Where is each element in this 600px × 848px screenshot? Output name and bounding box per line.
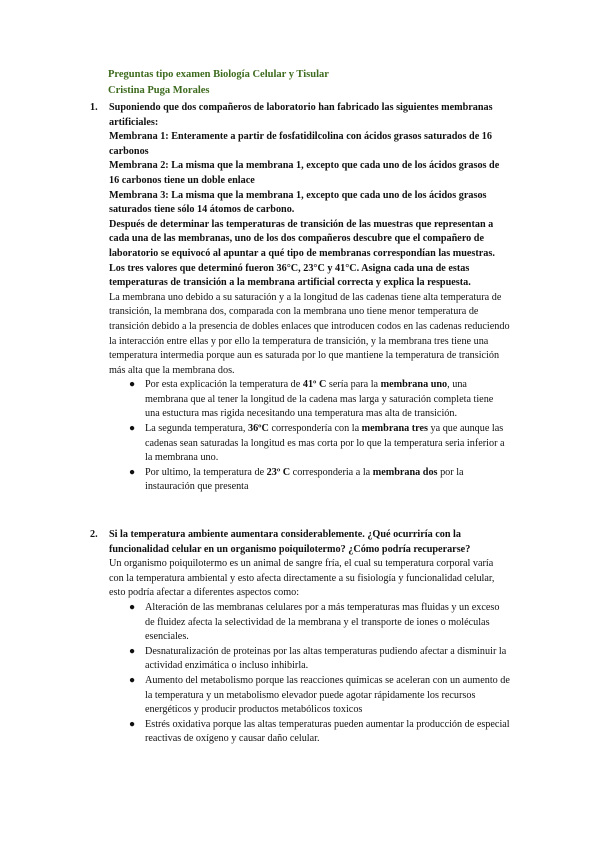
list-item: ● Aumento del metabolismo porque las reacciones químicas se aceleran con un aumento de la temperatura y un metabolismo elevador puede agotar rápidamente los recursos energéticos y producir productos metabólicos toxicos xyxy=(129,674,510,716)
membrane-name: membrana tres xyxy=(361,423,428,435)
answer-bullet-list xyxy=(109,378,510,495)
membrane-3-description: Membrana 3: La misma que la membrana 1, excepto que cada uno de los ácidos grasos saturados tiene sólo 14 átomos de carbono. xyxy=(109,189,487,216)
answer-paragraph: La membrana uno debido a su saturación y a la longitud de las cadenas tiene alta temperatura de transición, la membrana dos, comparada con la membrana uno tiene menor temperatura de transición debido a la presencia de dobles enlaces que introducen codos en las cadenas reduciendo la interacción entre ellas y por ello la temperatura de transición, y la membrana tres tiene una temperatura intermedia porque aun es saturada por lo que mantiene la temperatura de transición más alta que la membrana dos. xyxy=(109,291,510,376)
list-item: ● La segunda temperatura, 36ºC correspondería con la membrana tres ya que aunque las cadenas sean saturadas la longitud es mas corta por lo que la temperatura seria inferior a la membrana uno. xyxy=(129,423,505,464)
list-item: ● Desnaturalización de proteinas por las altas temperaturas pudiendo afectar a disminuir la actividad enzimática o incluso inhibirla. xyxy=(129,645,507,672)
membrane-1-description: Membrana 1: Enteramente a partir de fosfatidilcolina con ácidos grasos saturados de 16 carbonos xyxy=(109,131,492,157)
question-number: 1. xyxy=(90,102,98,113)
bullet-icon: ● xyxy=(129,379,136,391)
membrane-name: membrana dos xyxy=(372,466,438,478)
bullet-icon: ● xyxy=(129,601,136,613)
question-task: Los tres valores que determinó fueron 36°C, 23°C y 41°C. Asigna cada una de estas temperaturas de transición a la membrana artificial correcta y explica la respuesta. xyxy=(109,262,471,289)
question-context: Después de determinar las temperaturas de transición de las muestras que representan a cada una de las membranas, uno de los dos compañeros descubre que el compañero de laboratorio se equivocó al apuntar a qué tipo de membranas correspondían las muestras. xyxy=(109,218,495,259)
membrane-2-description: Membrana 2: La misma que la membrana 1, excepto que cada uno de los ácidos grasos de 16 carbonos tiene un doble enlace xyxy=(109,160,500,186)
bullet-icon: ● xyxy=(129,674,136,686)
document-title: Preguntas tipo examen Biología Celular y Tisular xyxy=(108,69,329,80)
author-name: Cristina Puga Morales xyxy=(108,85,210,96)
question-1 xyxy=(90,101,510,495)
list-item: ● Por ultimo, la temperatura de 23º C corresponderia a la membrana dos por la instauración que presenta xyxy=(129,466,464,493)
temperature-value: 36ºC xyxy=(247,423,269,435)
temperature-value: 23º C xyxy=(266,466,291,478)
answer-paragraph: Un organismo poiquilotermo es un animal de sangre fría, el cual su temperatura corporal varía con la temperatura ambiental y esto afecta directamente a su fisiología y funcionalidad celular, esto podría afectar a diferentes aspectos como: xyxy=(109,558,495,599)
list-item: ● Por esta explicación la temperatura de 41º C sería para la membrana uno, una membrana que al tener la longitud de la cadena mas larga y saturación completa tiene una estuctura mas rigida necesitando una temperatura mas alta de transición. xyxy=(129,379,494,420)
bullet-icon: ● xyxy=(129,645,136,657)
answer-bullet-list xyxy=(109,601,510,747)
bullet-icon: ● xyxy=(129,466,136,478)
question-prompt: Suponiendo que dos compañeros de laboratorio han fabricado las siguientes membranas artificiales: xyxy=(109,102,493,128)
bullet-icon: ● xyxy=(129,423,136,435)
membrane-name: membrana uno xyxy=(380,379,448,391)
question-number: 2. xyxy=(90,529,98,540)
question-2 xyxy=(90,528,510,747)
question-prompt: Si la temperatura ambiente aumentara considerablemente. ¿Qué ocurriría con la funcionalidad celular en un organismo poiquilotermo? ¿Cómo podría recuperarse? xyxy=(109,529,471,555)
temperature-value: 41º C xyxy=(302,379,327,391)
list-item: ● Alteración de las membranas celulares por a más temperaturas mas fluidas y un exceso de fluidez afecta la selectividad de la membrana y el transporte de iones o moléculas esenciales. xyxy=(129,601,500,643)
list-item: ● Estrés oxidativa porque las altas temperaturas pueden aumentar la producción de especial reactivas de oxígeno y causar daño celular. xyxy=(129,718,510,745)
bullet-icon: ● xyxy=(129,718,136,730)
